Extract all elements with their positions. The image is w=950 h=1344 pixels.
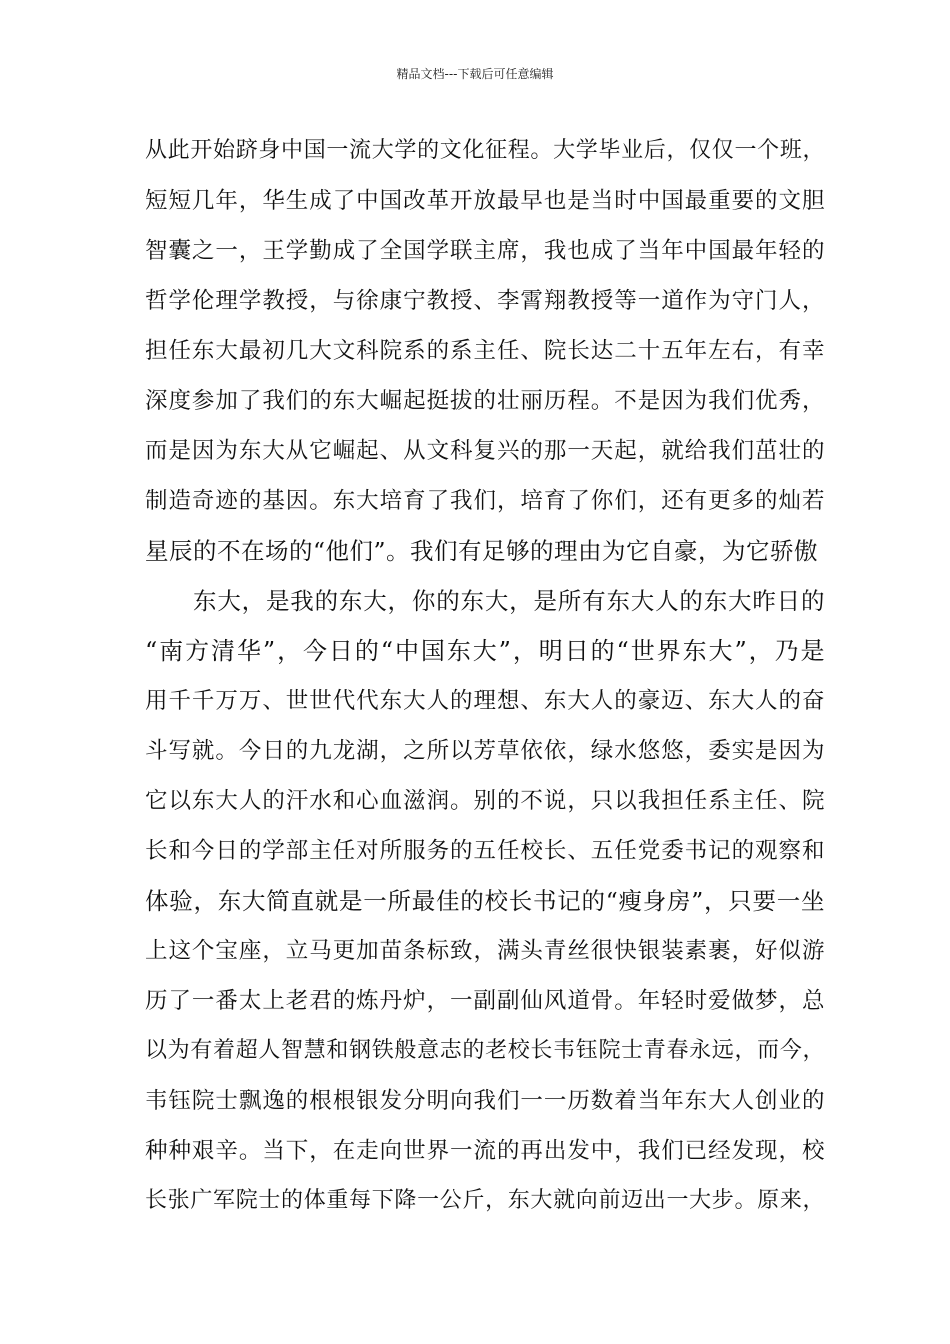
page-header: 精品文档---下载后可任意编辑 [396, 67, 554, 81]
text-line: “南方清华”，今日的“中国东大”，明日的“世界东大”，乃是 [145, 637, 825, 665]
text-line: 星辰的不在场的“他们”。我们有足够的理由为它自豪，为它骄傲 [145, 537, 819, 565]
text-line: 斗写就。今日的九龙湖，之所以芳草依依，绿水悠悠，委实是因为 [145, 738, 825, 764]
document-body [145, 132, 825, 1232]
text-line: 它以东大人的汗水和心血滋润。别的不说，只以我担任系主任、院 [145, 788, 825, 814]
paragraph-first-line: 东大，是我的东大，你的东大，是所有东大人的东大昨日的 [193, 587, 825, 615]
text-line: 哲学伦理学教授，与徐康宁教授、李霄翔教授等一道作为守门人， [145, 288, 825, 314]
text-line: 历了一番太上老君的炼丹炉，一副副仙风道骨。年轻时爱做梦，总 [145, 988, 825, 1014]
text-line: 种种艰辛。当下，在走向世界一流的再出发中，我们已经发现，校 [145, 1138, 825, 1164]
text-line: 长和今日的学部主任对所服务的五任校长、五任党委书记的观察和 [145, 838, 825, 864]
text-line: 用千千万万、世世代代东大人的理想、东大人的豪迈、东大人的奋 [145, 688, 825, 714]
text-line: 上这个宝座，立马更加苗条标致，满头青丝很快银装素裹，好似游 [145, 938, 825, 964]
text-line: 以为有着超人智慧和钢铁般意志的老校长韦钰院士青春永远，而今， [145, 1038, 825, 1063]
text-line: 从此开始跻身中国一流大学的文化征程。大学毕业后，仅仅一个班， [145, 138, 825, 163]
text-line: 而是因为东大从它崛起、从文科复兴的那一天起，就给我们茁壮的 [145, 438, 825, 464]
text-line: 制造奇迹的基因。东大培育了我们，培育了你们，还有更多的灿若 [145, 488, 825, 514]
text-line: 智囊之一，王学勤成了全国学联主席，我也成了当年中国最年轻的 [145, 238, 825, 264]
text-line: 体验，东大简直就是一所最佳的校长书记的“瘦身房”，只要一坐 [145, 887, 825, 915]
text-line: 长张广军院士的体重每下降一公斤，东大就向前迈出一大步。原来， [145, 1188, 825, 1213]
text-line: 担任东大最初几大文科院系的系主任、院长达二十五年左右，有幸 [145, 338, 825, 364]
text-line: 短短几年，华生成了中国改革开放最早也是当时中国最重要的文胆 [145, 188, 825, 214]
text-line: 韦钰院士飘逸的根根银发分明向我们一一历数着当年东大人创业的 [145, 1088, 825, 1114]
text-line: 深度参加了我们的东大崛起挺拔的壮丽历程。不是因为我们优秀， [145, 388, 825, 414]
